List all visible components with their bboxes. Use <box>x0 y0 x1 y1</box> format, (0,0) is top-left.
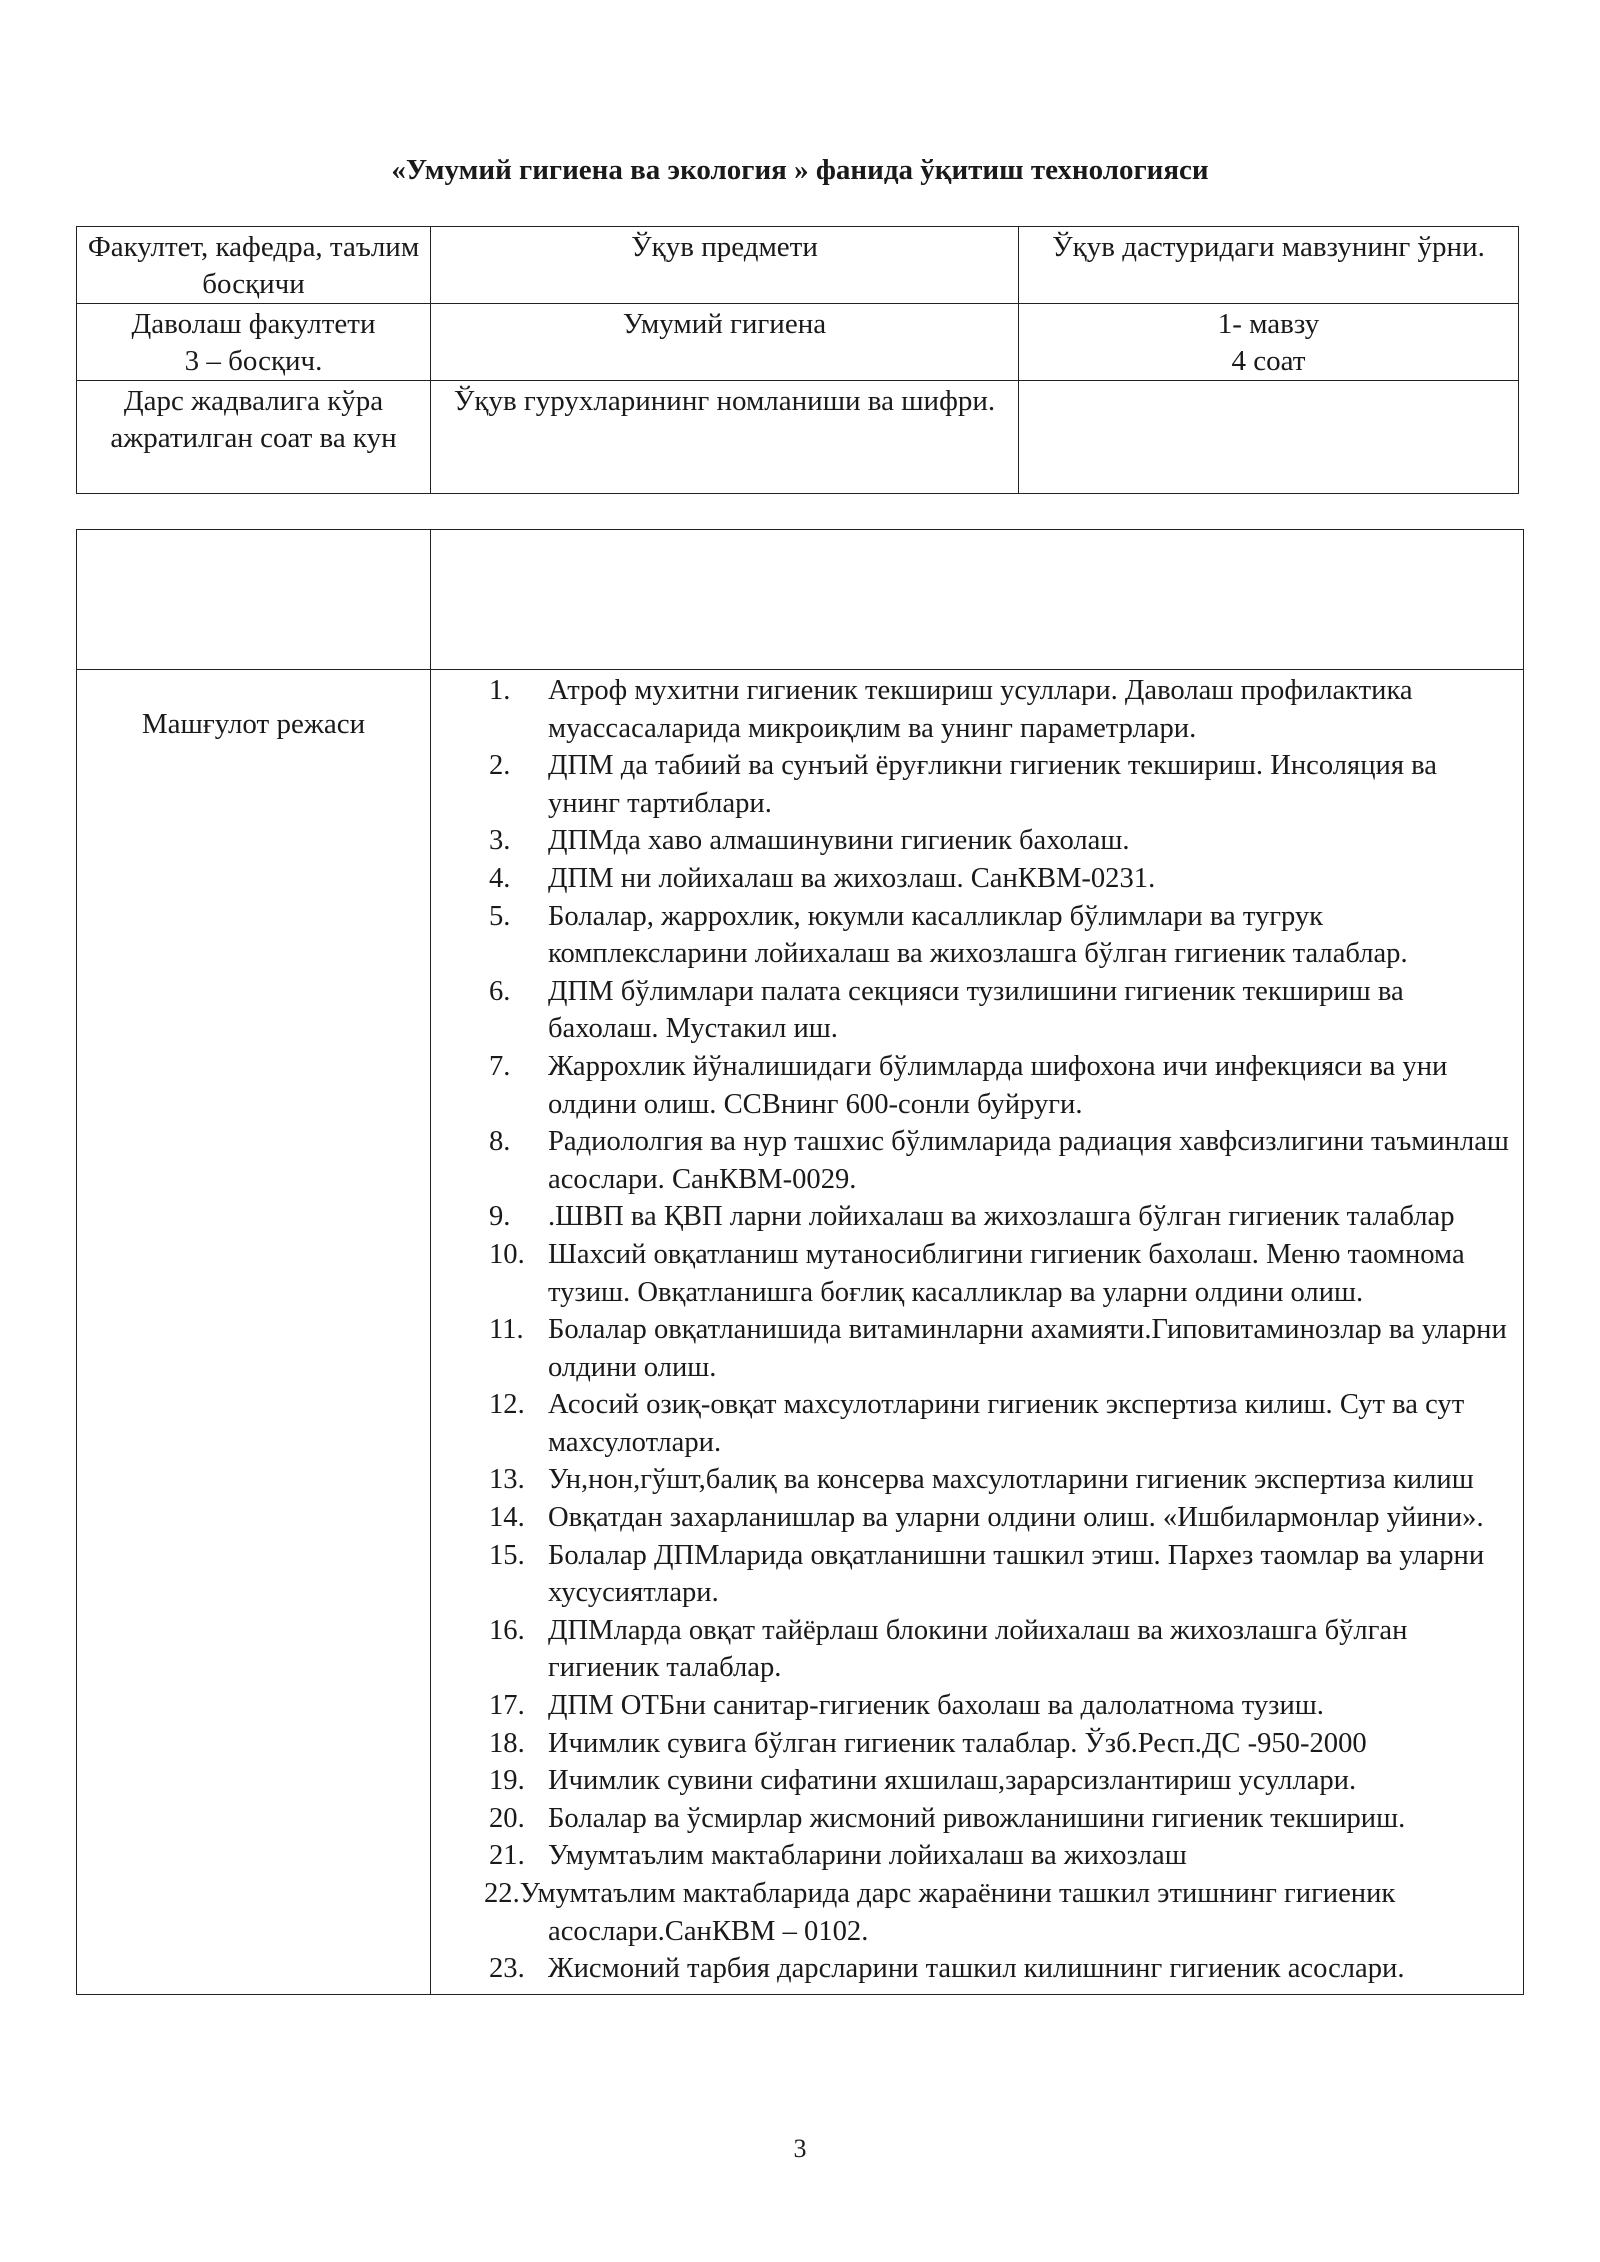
empty-cell <box>431 530 1524 670</box>
list-item <box>431 1461 1513 1499</box>
list-item-number: 6. <box>489 975 511 1007</box>
list-item-text: Ичимлик сувига бўлган гигиеник талаблар. Ўзб.Респ.ДС -950-2000 <box>548 1727 1367 1759</box>
list-item-number: 14. <box>489 1502 525 1534</box>
list-item <box>431 1198 1513 1236</box>
list-item-text: Овқатдан захарланишлар ва уларни олдини олиш. «Ишбилармонлар уйини». <box>548 1502 1484 1534</box>
list-item-number: 22. <box>484 1878 520 1909</box>
list-item <box>431 1386 1513 1461</box>
list-item-number: 9. <box>489 1201 511 1233</box>
list-item-text: ДПМ да табиий ва сунъий ёруғликни гигиеник текшириш. Инсоляция ва унинг тартиблари. <box>548 750 1437 819</box>
list-item-text: ДПМ ОТБни санитар-гигиеник бахолаш ва далолатнома тузиш. <box>548 1690 1324 1722</box>
list-item <box>431 1612 1513 1687</box>
list-item-number: 12. <box>489 1389 525 1421</box>
list-item <box>431 1800 1513 1838</box>
list-item-text: Радиололгия ва нур ташхис бўлимларида радиация хавфсизлигини таъминлаш асослари. СанКВМ-0029. <box>548 1126 1509 1195</box>
list-item-number: 23. <box>489 1953 525 1985</box>
list-item <box>431 898 1513 973</box>
list-item-number: 19. <box>489 1765 525 1797</box>
list-item-number: 18. <box>489 1727 525 1759</box>
list-item <box>431 1875 1513 1950</box>
list-item-number: 8. <box>489 1126 511 1158</box>
list-item <box>431 1236 1513 1311</box>
list-item-number: 1. <box>489 675 511 706</box>
list-item-number: 5. <box>489 900 511 932</box>
page-number: 3 <box>793 2134 807 2163</box>
list-item-text: Атроф мухитни гигиеник текшириш усуллари. Даволаш профилактика муассасаларида микроиқлим ва унинг параметрлари. <box>548 675 1413 744</box>
table-cell <box>1019 381 1519 494</box>
list-item <box>431 1687 1513 1725</box>
table-cell: 1- мавзу 4 соат <box>1019 304 1519 381</box>
list-item-text: Умумтаълим мактабларини лойихалаш ва жихозлаш <box>548 1840 1187 1872</box>
list-item-text: ДПМ ни лойихалаш ва жихозлаш. СанКВМ-0231. <box>548 862 1156 894</box>
list-item <box>431 860 1513 898</box>
empty-cell <box>77 530 431 670</box>
list-item-number: 11. <box>489 1314 524 1346</box>
list-item-text: Болалар ва ўсмирлар жисмоний ривожланишини гигиеник текшириш. <box>548 1802 1406 1834</box>
list-item-number: 10. <box>489 1238 525 1270</box>
table-cell: Даволаш факултети 3 – босқич. <box>77 304 431 381</box>
table-cell: Ўқув гурухларининг номланиши ва шифри. <box>431 381 1019 494</box>
table-row <box>77 381 1519 494</box>
list-item <box>431 1725 1513 1763</box>
list-item-text: Асосий озиқ-овқат махсулотларини гигиеник экспертиза килиш. Сут ва сут махсулотлари. <box>548 1389 1465 1458</box>
list-item <box>431 1837 1513 1875</box>
table-row <box>77 304 1519 381</box>
list-item-number: 3. <box>489 825 511 857</box>
table-cell: Умумий гигиена <box>431 304 1019 381</box>
list-item-text: Болалар овқатланишида витаминларни ахамияти.Гиповитаминозлар ва уларни олдини олиш. <box>548 1314 1507 1383</box>
list-item <box>431 1499 1513 1537</box>
table-cell: Ўқув дастуридаги мавзунинг ўрни. <box>1019 227 1519 304</box>
list-item <box>431 1762 1513 1800</box>
list-item-text: Болалар, жаррохлик, юкумли касалликлар бўлимлари ва тугрук комплексларини лойихалаш ва жихозлашга бўлган гигиеник талаблар. <box>548 900 1408 970</box>
list-item-text: .ШВП ва ҚВП ларни лойихалаш ва жихозлашга бўлган гигиеник талаблар <box>548 1201 1455 1233</box>
plan-list <box>431 672 1513 1988</box>
table-row <box>77 670 1524 1995</box>
course-info-table <box>76 226 1519 494</box>
document-title: «Умумий гигиена ва экология » фанида ўқитиш технологияси <box>391 154 1209 186</box>
list-item-text: Жаррохлик йўналишидаги бўлимларда шифохона ичи инфекцияси ва уни олдини олиш. ССВнинг 600-сонли буйруги. <box>548 1050 1448 1120</box>
list-item-number: 15. <box>489 1539 525 1571</box>
table-cell: Факултет, кафедра, таълим босқичи <box>77 227 431 304</box>
list-item-text: Умумтаълим мактабларида дарс жараёнини ташкил этишнинг гигиеник асослари.СанКВМ – 0102. <box>519 1878 1396 1947</box>
list-item <box>431 1048 1513 1123</box>
list-item-text: Ичимлик сувини сифатини яхшилаш,зарарсизлантириш усуллари. <box>548 1765 1357 1797</box>
list-item <box>431 672 1513 747</box>
list-item <box>431 1537 1513 1612</box>
list-item-number: 2. <box>489 750 511 782</box>
table-row <box>77 227 1519 304</box>
list-item-number: 4. <box>489 862 511 894</box>
table-cell: Дарс жадвалига кўра ажратилган соат ва кун <box>77 381 431 494</box>
list-item-number: 13. <box>489 1464 525 1496</box>
list-item <box>431 973 1513 1048</box>
list-item-number: 20. <box>489 1802 525 1834</box>
list-item-number: 7. <box>489 1050 511 1082</box>
list-item-text: Болалар ДПМларида овқатланишни ташкил этиш. Пархез таомлар ва уларни хусусиятлари. <box>548 1539 1485 1609</box>
list-item <box>431 1311 1513 1386</box>
list-item-text: ДПМда хаво алмашинувини гигиеник бахолаш. <box>548 825 1130 857</box>
list-item-number: 17. <box>489 1690 525 1722</box>
list-item-number: 16. <box>489 1614 525 1646</box>
list-item-text: Шахсий овқатланиш мутаносиблигини гигиеник бахолаш. Меню таомнома тузиш. Овқатланишга боғлиқ касалликлар ва уларни олдини олиш. <box>548 1238 1465 1308</box>
list-item-text: ДПМ бўлимлари палата секцияси тузилишини гигиеник текшириш ва бахолаш. Мустакил иш. <box>548 975 1404 1045</box>
table-row <box>77 530 1524 670</box>
table-cell: Ўқув предмети <box>431 227 1019 304</box>
lesson-plan-table <box>76 529 1524 1995</box>
list-item <box>431 1123 1513 1198</box>
list-item <box>431 822 1513 860</box>
list-item-text: Жисмоний тарбия дарсларини ташкил килишнинг гигиеник асослари. <box>548 1953 1405 1985</box>
plan-list-cell <box>431 670 1524 1995</box>
list-item-text: ДПМларда овқат тайёрлаш блокини лойихалаш ва жихозлашга бўлган гигиеник талаблар. <box>548 1614 1408 1684</box>
list-item-text: Ун,нон,гўшт,балиқ ва консерва махсулотларини гигиеник экспертиза килиш <box>548 1464 1474 1496</box>
list-item <box>431 747 1513 822</box>
list-item-number: 21. <box>489 1840 525 1872</box>
plan-label: Машғулот режаси <box>77 670 431 1995</box>
list-item <box>431 1950 1513 1988</box>
